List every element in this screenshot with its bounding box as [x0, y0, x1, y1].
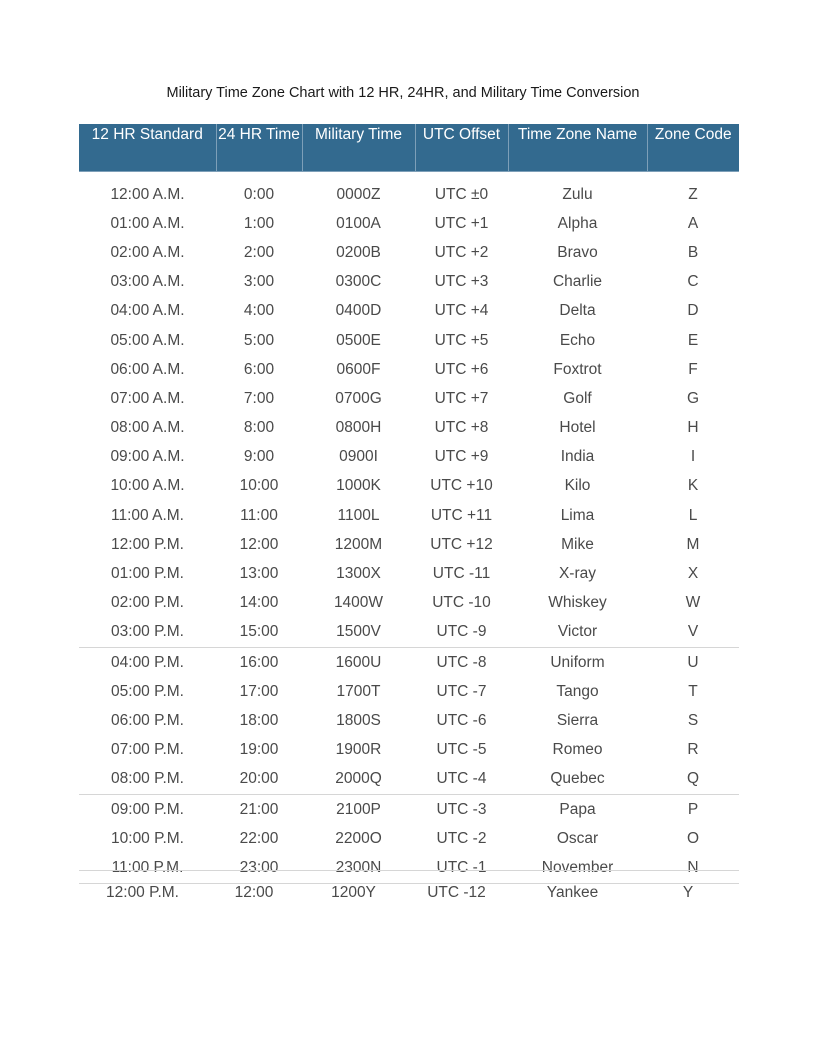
cell-12hr: 09:00 P.M. [79, 794, 216, 824]
cell-zone-code: Q [686, 770, 700, 788]
table-header-row [79, 124, 739, 172]
cell-24hr: 20:00 [239, 770, 279, 788]
cell-utc-offset: UTC +12 [430, 535, 493, 553]
cell-military: 0100A [336, 214, 381, 232]
table-row [79, 384, 739, 413]
cell-12hr: 03:00 A.M. [110, 273, 185, 291]
cell-zone-code: X [687, 565, 699, 583]
cell-12hr: 01:00 P.M. [111, 565, 184, 583]
cell-military: 1600U [302, 648, 415, 678]
cell-military: 0400D [335, 302, 382, 320]
table-row [79, 326, 739, 355]
cell-zone-name: Tango [556, 682, 599, 700]
cell-zone-code: V [687, 623, 699, 641]
cell-military: 0500E [336, 331, 381, 349]
cell-zone-code: O [686, 829, 700, 847]
cell-24hr: 9:00 [243, 448, 275, 466]
cell-24hr: 17:00 [239, 682, 279, 700]
cell-zone-name: India [560, 448, 595, 466]
cell-24hr: 15:00 [239, 623, 279, 641]
cell-military: 0300C [335, 273, 382, 291]
cell-utc-offset: UTC -9 [436, 623, 487, 641]
cell-utc-offset: UTC +2 [434, 243, 489, 261]
cell-24hr: 21:00 [216, 794, 302, 824]
table-row [79, 618, 739, 648]
cell-12hr: 12:00 P.M. [79, 883, 216, 902]
cell-24hr: 0:00 [243, 185, 275, 203]
cell-utc-offset: UTC -7 [436, 682, 487, 700]
table-row [79, 297, 739, 326]
cell-24hr: 22:00 [239, 829, 279, 847]
cell-utc-offset: UTC ±0 [434, 185, 489, 203]
cell-military: 1200M [334, 535, 383, 553]
table-row [79, 501, 739, 530]
cell-12hr: 11:00 A.M. [111, 506, 184, 524]
cell-military: 1300X [336, 565, 381, 583]
cell-zone-name: Yankee [508, 883, 647, 902]
table-row [79, 677, 739, 706]
cell-zone-name: Kilo [564, 477, 591, 495]
cell-12hr: 07:00 A.M. [110, 389, 185, 407]
cell-24hr: 10:00 [239, 477, 279, 495]
cell-utc-offset: UTC -10 [432, 594, 491, 612]
cell-zone-name: Lima [560, 506, 595, 524]
cell-zone-name: Hotel [559, 419, 596, 437]
cell-military: 2100P [302, 794, 415, 824]
cell-zone-name: November [541, 858, 614, 876]
cell-24hr: 16:00 [216, 648, 302, 678]
cell-24hr: 4:00 [243, 302, 275, 320]
cell-12hr: 10:00 P.M. [111, 829, 184, 847]
cell-utc-offset: UTC -5 [436, 741, 487, 759]
cell-zone-name: Papa [508, 794, 647, 824]
cell-military: 1800S [336, 711, 381, 729]
cell-24hr: 8:00 [243, 419, 275, 437]
cell-zone-code: U [647, 648, 739, 678]
cell-utc-offset: UTC -2 [436, 829, 487, 847]
cell-utc-offset: UTC +10 [430, 477, 493, 495]
cell-24hr: 5:00 [243, 331, 275, 349]
table-bottom-rule [79, 870, 739, 871]
cell-zone-name: Charlie [552, 273, 603, 291]
table-row [79, 589, 739, 618]
cell-utc-offset: UTC -4 [436, 770, 487, 788]
cell-zone-name: Zulu [562, 185, 593, 203]
cell-12hr: 08:00 P.M. [111, 770, 184, 788]
cell-12hr: 05:00 P.M. [111, 682, 184, 700]
cell-12hr: 06:00 P.M. [111, 711, 184, 729]
cell-zone-name: Bravo [557, 243, 598, 261]
cell-military: 1400W [333, 594, 384, 612]
cell-zone-code: D [687, 302, 699, 320]
table-row [79, 268, 739, 297]
cell-12hr: 09:00 A.M. [110, 448, 185, 466]
table-row [79, 648, 739, 678]
cell-utc-offset: UTC +5 [434, 331, 489, 349]
cell-zone-code: Z [688, 185, 698, 203]
cell-utc-offset: UTC +9 [434, 448, 489, 466]
cell-military: 0900I [339, 448, 378, 466]
cell-zone-code: B [687, 243, 699, 261]
cell-military: 1700T [336, 682, 381, 700]
cell-utc-offset: UTC -12 [415, 883, 508, 902]
cell-utc-offset: UTC +3 [434, 273, 489, 291]
cell-military: 0800H [335, 419, 382, 437]
cell-zone-code: H [687, 419, 699, 437]
cell-24hr: 6:00 [243, 360, 275, 378]
cell-military: 2300N [335, 858, 382, 876]
table-row [79, 530, 739, 559]
cell-12hr: 11:00 P.M. [111, 858, 184, 876]
table-row [79, 355, 739, 384]
cell-12hr: 01:00 A.M. [110, 214, 185, 232]
cell-utc-offset: UTC -8 [415, 648, 508, 678]
table-row [79, 794, 739, 824]
cell-utc-offset: UTC +6 [434, 360, 489, 378]
cell-12hr: 04:00 A.M. [110, 302, 185, 320]
column-header-24hr: 24 HR Time [216, 124, 302, 172]
table-row [79, 443, 739, 472]
cell-zone-code: P [647, 794, 739, 824]
cell-24hr: 12:00 [216, 883, 302, 902]
cell-zone-code: S [687, 711, 699, 729]
cell-24hr: 2:00 [243, 243, 275, 261]
cell-zone-code: G [686, 389, 700, 407]
cell-military: 0200B [336, 243, 381, 261]
cell-zone-name: Sierra [556, 711, 599, 729]
cell-military: 1500V [336, 623, 381, 641]
table-spacer [79, 172, 739, 181]
cell-zone-name: Alpha [557, 214, 598, 232]
cell-zone-code: A [687, 214, 699, 232]
table-row [79, 853, 739, 883]
cell-utc-offset: UTC -6 [436, 711, 487, 729]
column-header-utc-offset: UTC Offset [415, 124, 508, 172]
cell-12hr: 06:00 A.M. [110, 360, 185, 378]
cell-zone-name: Whiskey [548, 594, 607, 612]
table-row [79, 824, 739, 853]
table-row [79, 238, 739, 267]
cell-12hr: 05:00 A.M. [110, 331, 185, 349]
cell-zone-code: T [688, 682, 698, 700]
cell-24hr: 7:00 [243, 389, 275, 407]
cell-zone-code: E [687, 331, 699, 349]
table-row [79, 209, 739, 238]
table-row [79, 706, 739, 735]
table-row [79, 765, 739, 795]
cell-utc-offset: UTC -3 [415, 794, 508, 824]
cell-military: 2000Q [335, 770, 382, 788]
cell-zone-name: Oscar [556, 829, 599, 847]
column-header-12hr: 12 HR Standard [79, 124, 216, 172]
table-row [79, 559, 739, 588]
cell-zone-name: Delta [559, 302, 596, 320]
cell-military: 1900R [335, 741, 382, 759]
cell-military: 0000Z [336, 185, 381, 203]
cell-utc-offset: UTC +4 [434, 302, 489, 320]
cell-zone-code: R [687, 741, 699, 759]
cell-zone-name: Golf [563, 389, 592, 407]
cell-24hr: 11:00 [240, 506, 278, 524]
cell-12hr: 10:00 A.M. [110, 477, 185, 495]
cell-24hr: 1:00 [243, 214, 275, 232]
cell-utc-offset: UTC +7 [434, 389, 489, 407]
page-title: Military Time Zone Chart with 12 HR, 24HR, and Military Time Conversion [166, 85, 640, 101]
cell-24hr: 14:00 [239, 594, 279, 612]
cell-zone-code: I [690, 448, 696, 466]
table-row [79, 414, 739, 443]
cell-12hr: 07:00 P.M. [111, 741, 184, 759]
cell-military: 1200Y [302, 883, 415, 902]
cell-zone-name: Foxtrot [553, 360, 602, 378]
time-zone-table [79, 124, 739, 902]
cell-12hr: 12:00 A.M. [110, 185, 185, 203]
cell-zone-code: W [685, 594, 701, 612]
cell-zone-name: Mike [561, 535, 594, 553]
cell-12hr: 04:00 P.M. [79, 648, 216, 678]
cell-zone-code: Y [647, 883, 739, 902]
cell-zone-name: Uniform [508, 648, 647, 678]
cell-24hr: 23:00 [239, 858, 279, 876]
table-row [79, 883, 739, 902]
cell-zone-code: K [687, 477, 699, 495]
cell-24hr: 18:00 [239, 711, 279, 729]
cell-24hr: 12:00 [239, 535, 279, 553]
cell-utc-offset: UTC +11 [430, 506, 493, 524]
cell-zone-code: L [688, 506, 698, 524]
cell-zone-name: Victor [557, 623, 598, 641]
cell-24hr: 3:00 [243, 273, 275, 291]
column-header-zone-name: Time Zone Name [508, 124, 647, 172]
cell-zone-code: N [687, 858, 699, 876]
cell-military: 1000K [336, 477, 381, 495]
cell-military: 2200O [335, 829, 382, 847]
cell-zone-name: Romeo [552, 741, 603, 759]
column-header-zone-code: Zone Code [647, 124, 739, 172]
cell-utc-offset: UTC +8 [434, 419, 489, 437]
cell-zone-name: X-ray [558, 565, 597, 583]
column-header-military: Military Time [302, 124, 415, 172]
cell-zone-name: Echo [559, 331, 596, 349]
cell-utc-offset: UTC -11 [432, 565, 491, 583]
cell-24hr: 19:00 [239, 741, 279, 759]
cell-zone-name: Quebec [550, 770, 605, 788]
cell-military: 0700G [335, 389, 382, 407]
cell-military: 1100L [337, 506, 380, 524]
cell-military: 0600F [336, 360, 381, 378]
table-row [79, 180, 739, 209]
cell-zone-code: F [688, 360, 698, 378]
table-row [79, 472, 739, 501]
cell-12hr: 03:00 P.M. [111, 623, 184, 641]
cell-zone-code: C [687, 273, 699, 291]
cell-24hr: 13:00 [239, 565, 279, 583]
cell-12hr: 12:00 P.M. [111, 535, 184, 553]
cell-utc-offset: UTC +1 [434, 214, 489, 232]
cell-12hr: 02:00 P.M. [111, 594, 184, 612]
cell-utc-offset: UTC -1 [436, 858, 487, 876]
table-row [79, 736, 739, 765]
cell-zone-code: M [686, 535, 700, 553]
cell-12hr: 08:00 A.M. [110, 419, 185, 437]
cell-12hr: 02:00 A.M. [110, 243, 185, 261]
